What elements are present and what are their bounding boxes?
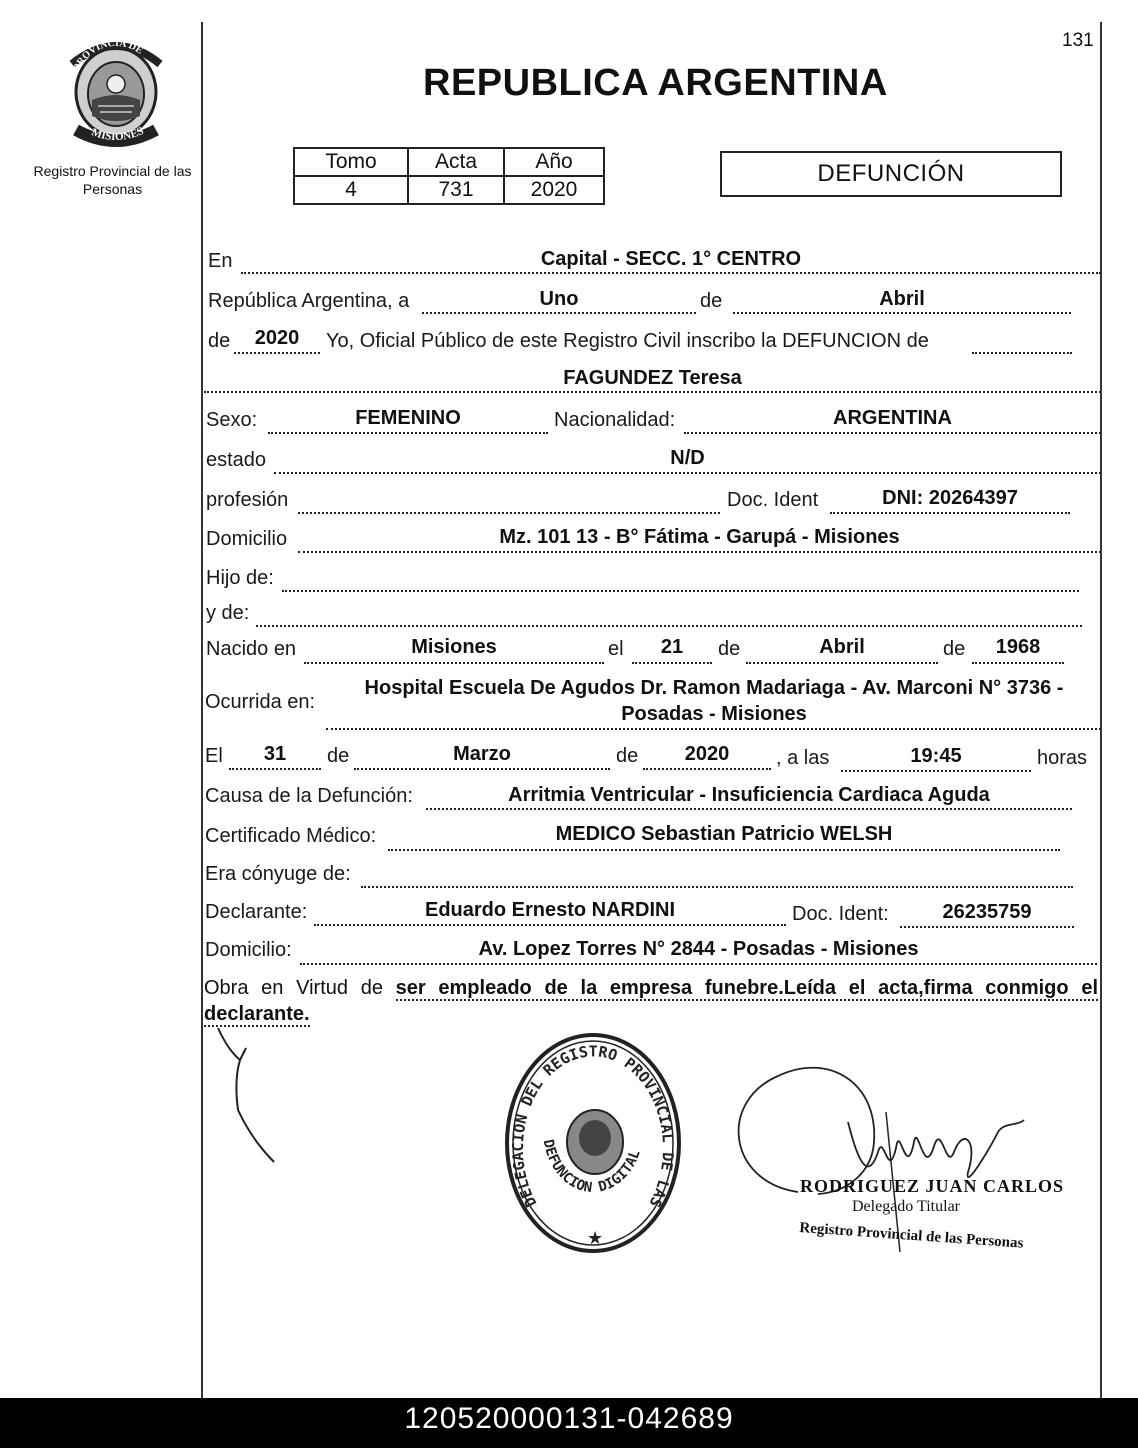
alas-label: , a las — [776, 747, 830, 769]
anio-header: Año — [504, 148, 604, 176]
svg-text:★: ★ — [587, 1228, 604, 1249]
signatory-role: Delegado Titular — [852, 1198, 960, 1215]
nacionalidad-label: Nacionalidad: — [554, 409, 676, 431]
page-number: 131 — [1062, 30, 1094, 51]
nacionalidad-dotted-line — [684, 432, 1101, 434]
hijo-dotted-line — [282, 590, 1079, 592]
certificado-dotted-line — [388, 849, 1060, 851]
estado-value: N/D — [670, 447, 705, 469]
el-label: el — [608, 638, 624, 660]
pen-stroke-mark — [200, 1020, 290, 1170]
hora-dotted-line — [841, 770, 1031, 772]
obra-label: Obra en Virtud de — [204, 977, 383, 999]
hijo-label: Hijo de: — [206, 567, 274, 589]
stamp-outer-text: DELEGACION DEL REGISTRO PROVINCIAL DE LAS — [508, 1042, 678, 1211]
el2-label: El — [205, 745, 223, 767]
fall-anio-dotted-line — [643, 768, 771, 770]
dia-value: Uno — [539, 288, 579, 310]
record-type-box: DEFUNCIÓN — [720, 151, 1062, 197]
decl-doc-dotted-line — [900, 926, 1074, 928]
acta-table — [293, 147, 605, 205]
declarante-value: Eduardo Ernesto NARDINI — [424, 899, 676, 921]
logo-text-bottom: MISIONES — [89, 124, 146, 144]
dia-dotted-line — [422, 312, 696, 314]
yde-dotted-line — [256, 625, 1082, 627]
footer-document-code: 120520000131-042689 — [0, 1398, 1138, 1448]
profesion-label: profesión — [206, 489, 289, 511]
profesion-dotted-line — [298, 512, 720, 514]
de-label-3: de — [718, 638, 741, 660]
stamp-inner-text: DEFUNCION DIGITAL — [539, 1138, 644, 1197]
sexo-value: FEMENINO — [355, 407, 461, 429]
domicilio-label: Domicilio — [206, 528, 288, 550]
en-label: En — [208, 250, 233, 272]
republica-label: República Argentina, a — [208, 290, 410, 312]
fall-dia-dotted-line — [229, 768, 321, 770]
anio-value: 2020 — [504, 176, 604, 204]
sexo-dotted-line — [268, 432, 548, 434]
conyuge-dotted-line — [361, 886, 1073, 888]
nacido-value: Misiones — [411, 636, 497, 658]
doc-value: DNI: 20264397 — [882, 487, 1018, 509]
tomo-value: 4 — [294, 176, 408, 204]
domicilio-value: Mz. 101 13 - B° Fátima - Garupá - Misiones — [499, 526, 900, 548]
inscribo-text: Yo, Oficial Público de este Registro Civil inscribo la DEFUNCION de — [326, 330, 929, 352]
de-label-6: de — [616, 745, 639, 767]
ocurrida-label: Ocurrida en: — [205, 691, 316, 713]
registry-name: Registro Provincial de las Personas — [33, 163, 192, 197]
fall-mes-dotted-line — [354, 768, 610, 770]
decl-doc-label: Doc. Ident: — [792, 903, 889, 925]
deceased-name: FAGUNDEZ Teresa — [563, 367, 742, 389]
acta-value: 731 — [408, 176, 504, 204]
causa-label: Causa de la Defunción: — [205, 785, 413, 807]
ocurrida-value-line2: Posadas - Misiones — [621, 703, 807, 725]
de-label-5: de — [327, 745, 350, 767]
doc-label: Doc. Ident — [727, 489, 819, 511]
nac-mes-value: Abril — [819, 636, 865, 658]
estado-label: estado — [206, 449, 267, 471]
nombre-dotted-line — [204, 391, 1101, 393]
causa-value: Arritmia Ventricular - Insuficiencia Cardiaca Aguda — [508, 784, 990, 806]
province-coat-of-arms — [62, 34, 170, 150]
nac-dia-dotted-line — [632, 662, 712, 664]
nac-mes-dotted-line — [746, 662, 938, 664]
estado-dotted-line — [274, 472, 1101, 474]
domicilio-dotted-line — [298, 551, 1101, 553]
obra-paragraph — [204, 975, 1098, 1027]
ocurrida-value-line1: Hospital Escuela De Agudos Dr. Ramon Madariaga - Av. Marconi N° 3736 - — [364, 677, 1064, 699]
doc-dotted-line — [830, 512, 1070, 514]
causa-dotted-line — [426, 808, 1072, 810]
sexo-label: Sexo: — [206, 409, 258, 431]
official-stamp — [503, 1030, 683, 1256]
nacionalidad-value: ARGENTINA — [833, 407, 952, 429]
nacido-label: Nacido en — [206, 638, 297, 660]
left-margin-line — [201, 22, 203, 1398]
hora-value: 19:45 — [910, 745, 962, 767]
decl-domicilio-value: Av. Lopez Torres N° 2844 - Posadas - Misiones — [478, 938, 919, 960]
obra-value: ser empleado de la empresa funebre.Leída el acta,firma conmigo el declarante. — [204, 977, 1098, 1025]
nacido-dotted-line — [304, 662, 604, 664]
decl-domicilio-label: Domicilio: — [205, 939, 292, 961]
fall-anio-value: 2020 — [684, 743, 730, 765]
acta-header: Acta — [408, 148, 504, 176]
certificado-label: Certificado Médico: — [205, 825, 377, 847]
mes-dotted-line — [733, 312, 1071, 314]
signatory-name: RODRIGUEZ JUAN CARLOS — [800, 1176, 1065, 1196]
horas-label: horas — [1037, 747, 1088, 769]
fall-dia-value: 31 — [263, 743, 287, 765]
decl-doc-value: 26235759 — [942, 901, 1032, 923]
conyuge-label: Era cónyuge de: — [205, 863, 351, 885]
de-label-2: de — [208, 330, 231, 352]
page-title: REPUBLICA ARGENTINA — [423, 62, 888, 104]
anio-dotted-line — [234, 352, 320, 354]
signatory-org: Registro Provincial de las Personas — [798, 1220, 1024, 1252]
nac-anio-dotted-line — [972, 662, 1064, 664]
mes-value: Abril — [879, 288, 925, 310]
declarante-dotted-line — [314, 924, 786, 926]
en-dotted-line — [241, 272, 1101, 274]
nac-anio-value: 1968 — [995, 636, 1041, 658]
anio-inscripcion-value: 2020 — [254, 327, 300, 349]
en-value: Capital - SECC. 1° CENTRO — [540, 248, 802, 270]
de-label-4: de — [943, 638, 966, 660]
acta-table-header-row — [294, 148, 604, 176]
de-label-1: de — [700, 290, 723, 312]
tomo-header: Tomo — [294, 148, 408, 176]
ocurrida-dotted-line — [326, 728, 1101, 730]
decl-domicilio-dotted-line — [300, 963, 1097, 965]
logo-text-top: PROVINCIA DE — [71, 37, 145, 73]
inscribo-dotted-line — [972, 352, 1072, 354]
fall-mes-value: Marzo — [453, 743, 511, 765]
certificado-value: MEDICO Sebastian Patricio WELSH — [555, 823, 893, 845]
right-margin-line — [1100, 22, 1102, 1398]
yde-label: y de: — [206, 602, 250, 624]
declarante-label: Declarante: — [205, 901, 308, 923]
nac-dia-value: 21 — [660, 636, 684, 658]
acta-table-value-row — [294, 176, 604, 204]
